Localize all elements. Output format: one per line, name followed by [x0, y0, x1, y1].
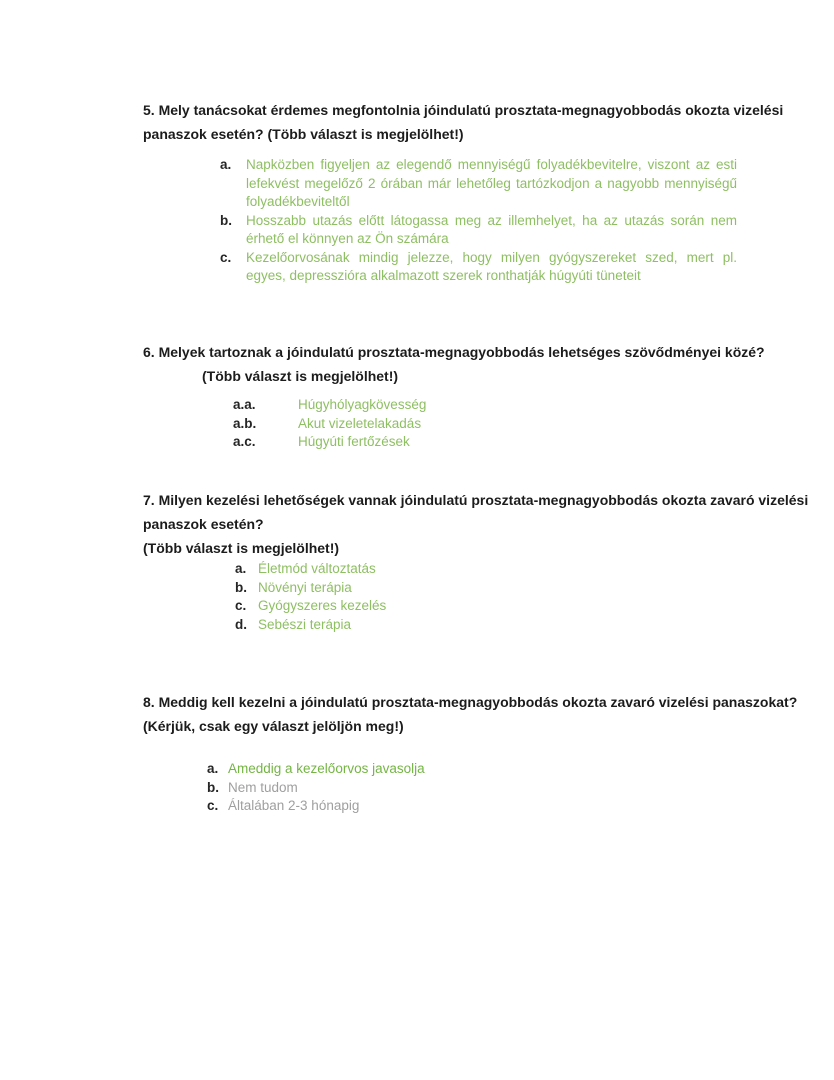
option-marker: a.	[207, 761, 219, 776]
question-7-option-b	[235, 579, 655, 598]
question-8	[143, 690, 823, 738]
option-text: Ameddig a kezelőorvos javasolja	[228, 761, 425, 776]
question-5	[143, 98, 823, 146]
option-marker: b.	[207, 779, 219, 795]
question-7-option-d	[235, 616, 655, 635]
option-text: Életmód változtatás	[258, 561, 376, 576]
option-marker: c.	[235, 598, 247, 613]
question-6-heading: 6. Melyek tartoznak a jóindulatú prosztata-megnagyobbodás lehetséges szövődményei közé?	[143, 344, 765, 360]
question-8-option-a	[207, 760, 647, 779]
question-5-option-b	[220, 212, 738, 249]
question-6	[143, 340, 823, 388]
question-8-heading: 8. Meddig kell kezelni a jóindulatú prosztata-megnagyobbodás okozta zavaró vizelési panaszokat?	[143, 694, 798, 710]
option-marker: c.	[220, 249, 232, 265]
option-marker: a.b.	[233, 415, 257, 431]
question-6-option-ab	[233, 415, 653, 434]
question-5-options	[220, 156, 738, 286]
option-marker: a.a.	[233, 397, 256, 412]
question-5-option-a	[220, 156, 738, 212]
option-text: Húgyhólyagkövesség	[298, 397, 427, 412]
question-8-option-b	[207, 779, 647, 798]
question-7-option-a	[235, 560, 655, 579]
option-text: Akut vizeletelakadás	[298, 415, 422, 431]
question-6-instruction: (Több választ is megjelölhet!)	[202, 368, 399, 384]
option-text: Húgyúti fertőzések	[298, 434, 410, 449]
question-8-option-c	[207, 797, 647, 816]
question-7-option-c	[235, 597, 655, 616]
option-text: Gyógyszeres kezelés	[258, 598, 387, 613]
question-6-option-aa	[233, 396, 653, 415]
option-text: Kezelőorvosának mindig jelezze, hogy milyen gyógyszereket szed, mert pl. egyes, depresszióra alkalmazott szerek ronthatják húgyúti tüneteit	[246, 249, 737, 283]
question-8-options	[207, 760, 647, 816]
question-7-options	[235, 560, 655, 634]
question-5-option-c	[220, 249, 738, 286]
question-6-option-ac	[233, 433, 653, 452]
option-marker: b.	[235, 579, 247, 595]
question-8-instruction: (Kérjük, csak egy választ jelöljön meg!)	[143, 718, 404, 734]
option-marker: a.c.	[233, 434, 256, 449]
question-5-heading: 5. Mely tanácsokat érdemes megfontolnia jóindulatú prosztata-megnagyobbodás okozta vizelési panaszok esetén? (Több választ is megjelölhet!)	[143, 102, 784, 142]
question-7-instruction: (Több választ is megjelölhet!)	[143, 540, 340, 556]
option-text: Sebészi terápia	[258, 616, 352, 632]
option-text: Hosszabb utazás előtt látogassa meg az illemhelyet, ha az utazás során nem érhető el könnyen az Ön számára	[246, 212, 737, 246]
option-marker: a.	[235, 561, 247, 576]
question-7	[143, 488, 823, 560]
option-marker: d.	[235, 616, 247, 632]
option-text: Napközben figyeljen az elegendő mennyiségű folyadékbevitelre, viszont az esti lefekvést megelőző 2 órában már lehetőleg tartózkodjon a nagyobb mennyiségű folyadékbeviteltől	[246, 157, 737, 209]
question-6-options	[233, 396, 653, 452]
option-text: Növényi terápia	[258, 579, 352, 595]
question-7-heading: 7. Milyen kezelési lehetőségek vannak jóindulatú prosztata-megnagyobbodás okozta zavaró vizelési panaszok esetén?	[143, 492, 809, 532]
option-marker: c.	[207, 798, 219, 813]
option-marker: b.	[220, 212, 232, 228]
option-marker: a.	[220, 157, 232, 172]
option-text: Nem tudom	[228, 779, 298, 795]
option-text: Általában 2-3 hónapig	[228, 798, 360, 813]
